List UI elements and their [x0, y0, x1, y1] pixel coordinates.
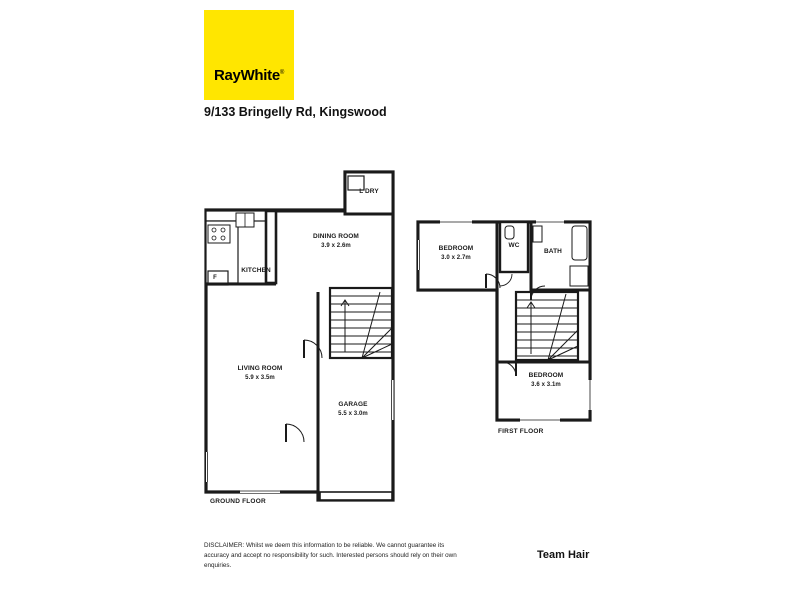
shower-icon	[570, 266, 588, 286]
ground-floor-caption: GROUND FLOOR	[210, 498, 266, 505]
logo-text: RayWhite®	[213, 67, 285, 84]
vanity-icon	[533, 226, 542, 242]
room-label-garage: GARAGE 5.5 x 3.0m	[338, 401, 368, 417]
bedroom-2	[497, 362, 590, 420]
bathtub-icon	[572, 226, 587, 260]
room-label-bedroom-2: BEDROOM 3.6 x 3.1m	[528, 372, 564, 388]
disclaimer-text: DISCLAIMER: Whilst we deem this information to be reliable. We cannot guarantee its accuracy and accept no responsibility for such. Interested persons should rely on their own enquiries.	[204, 542, 457, 569]
cooktop-icon	[208, 225, 230, 243]
ground-stair-block	[330, 288, 392, 358]
room-label-fridge: F	[213, 275, 217, 281]
room-label-living: LIVING ROOM 5.9 x 3.5m	[237, 365, 283, 381]
room-label-laundry: L'DRY	[359, 188, 379, 195]
first-floor-caption: FIRST FLOOR	[498, 428, 544, 435]
registered-mark: ®	[279, 70, 285, 76]
garage-opening	[320, 492, 392, 500]
page-title: 9/133 Bringelly Rd, Kingswood	[204, 105, 387, 119]
agent-name: Team Hair	[537, 549, 590, 561]
room-label-bedroom-1: BEDROOM 3.0 x 2.7m	[438, 245, 474, 261]
room-label-bath: BATH	[544, 248, 562, 255]
room-label-kitchen: KITCHEN	[241, 267, 271, 274]
room-label-dining: DINING ROOM 3.9 x 2.6m	[313, 233, 359, 249]
toilet-icon	[505, 226, 514, 239]
ground-floor-plan	[206, 172, 394, 500]
room-label-wc: WC	[508, 242, 520, 249]
